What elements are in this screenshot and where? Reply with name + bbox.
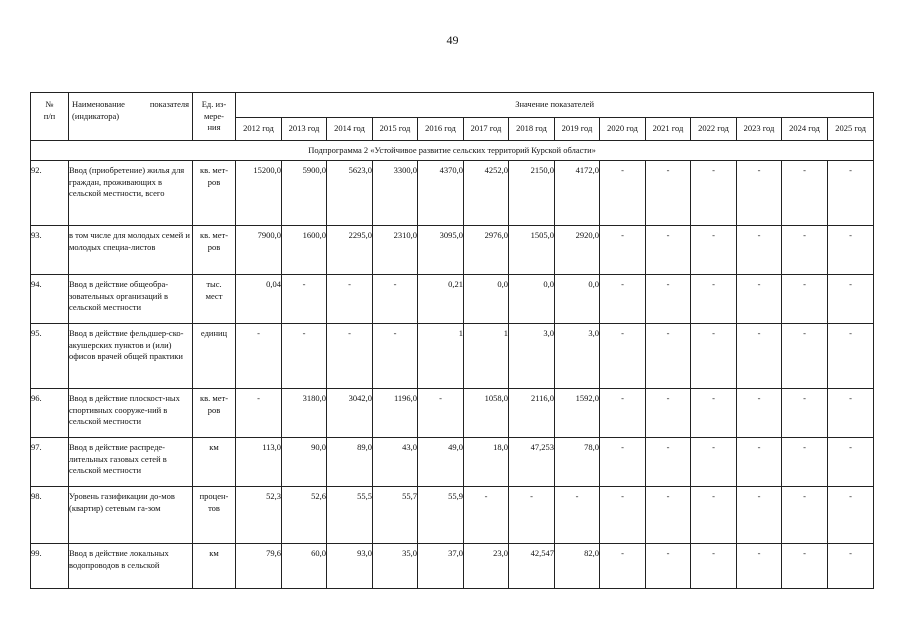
header-year: 2022 год — [691, 118, 737, 141]
value-cell: - — [282, 275, 327, 324]
row-number: 96. — [31, 389, 69, 438]
value-cell: - — [646, 487, 691, 544]
value-cell: 3300,0 — [373, 161, 418, 226]
indicator-name: Ввод в действие распреде-лительных газовых сетей в сельской местности — [69, 438, 193, 487]
indicator-name: Ввод в действие плоскост-ных спортивных сооруже-ний в сельской местности — [69, 389, 193, 438]
value-cell: 2295,0 — [327, 226, 373, 275]
value-cell: - — [236, 324, 282, 389]
value-cell: - — [600, 389, 646, 438]
value-cell: - — [373, 275, 418, 324]
row-number: 93. — [31, 226, 69, 275]
unit-cell: кв. мет- ров — [193, 389, 236, 438]
table-row — [31, 324, 874, 389]
value-cell: - — [737, 324, 782, 389]
value-cell: - — [691, 389, 737, 438]
table-row — [31, 544, 874, 589]
table-row — [31, 389, 874, 438]
value-cell: 18,0 — [464, 438, 509, 487]
value-cell: - — [782, 389, 828, 438]
indicator-name: Ввод в действие фельдшер-ско-акушерских пунктов и (или) офисов врачей общей практики — [69, 324, 193, 389]
header-year: 2025 год — [828, 118, 874, 141]
value-cell: - — [327, 275, 373, 324]
unit-cell: кв. мет- ров — [193, 161, 236, 226]
unit-cell: процен- тов — [193, 487, 236, 544]
value-cell: 79,6 — [236, 544, 282, 589]
value-cell: - — [236, 389, 282, 438]
value-cell: 43,0 — [373, 438, 418, 487]
subprogram-row — [31, 141, 874, 161]
value-cell: 2976,0 — [464, 226, 509, 275]
row-number: 99. — [31, 544, 69, 589]
indicators-table — [30, 92, 874, 589]
value-cell: - — [828, 275, 874, 324]
value-cell: - — [600, 161, 646, 226]
value-cell: 3,0 — [509, 324, 555, 389]
value-cell: - — [782, 324, 828, 389]
value-cell: - — [782, 438, 828, 487]
value-cell: 5623,0 — [327, 161, 373, 226]
value-cell: - — [282, 324, 327, 389]
value-cell: 89,0 — [327, 438, 373, 487]
value-cell: 35,0 — [373, 544, 418, 589]
indicator-name: в том числе для молодых семей и молодых специа-листов — [69, 226, 193, 275]
value-cell: - — [828, 226, 874, 275]
header-unit: Ед. из- мере- ния — [193, 93, 236, 141]
unit-cell: тыс. мест — [193, 275, 236, 324]
value-cell: - — [646, 544, 691, 589]
header-year: 2016 год — [418, 118, 464, 141]
value-cell: 3,0 — [555, 324, 600, 389]
value-cell: - — [828, 544, 874, 589]
value-cell: - — [782, 161, 828, 226]
value-cell: - — [828, 324, 874, 389]
value-cell: - — [509, 487, 555, 544]
value-cell: 52,3 — [236, 487, 282, 544]
header-row — [31, 93, 874, 118]
value-cell: - — [737, 226, 782, 275]
value-cell: - — [600, 226, 646, 275]
value-cell: - — [737, 544, 782, 589]
header-year: 2013 год — [282, 118, 327, 141]
subprogram-title: Подпрограмма 2 «Устойчивое развитие сельских территорий Курской области» — [31, 141, 874, 161]
value-cell: 0,04 — [236, 275, 282, 324]
value-cell: - — [691, 438, 737, 487]
row-number: 97. — [31, 438, 69, 487]
table-row — [31, 438, 874, 487]
value-cell: - — [327, 324, 373, 389]
page-number: 49 — [446, 33, 459, 47]
value-cell: - — [600, 438, 646, 487]
header-year: 2014 год — [327, 118, 373, 141]
value-cell: 82,0 — [555, 544, 600, 589]
value-cell: 4370,0 — [418, 161, 464, 226]
header-year: 2015 год — [373, 118, 418, 141]
row-number: 94. — [31, 275, 69, 324]
value-cell: - — [737, 487, 782, 544]
table-row — [31, 275, 874, 324]
value-cell: 15200,0 — [236, 161, 282, 226]
value-cell: - — [828, 389, 874, 438]
value-cell: - — [691, 226, 737, 275]
value-cell: - — [600, 275, 646, 324]
value-cell: 52,6 — [282, 487, 327, 544]
value-cell: - — [646, 161, 691, 226]
header-year: 2012 год — [236, 118, 282, 141]
unit-cell: кв. мет- ров — [193, 226, 236, 275]
value-cell: 5900,0 — [282, 161, 327, 226]
value-cell: 42,547 — [509, 544, 555, 589]
table-row — [31, 161, 874, 226]
value-cell: 60,0 — [282, 544, 327, 589]
value-cell: - — [691, 161, 737, 226]
value-cell: - — [600, 544, 646, 589]
value-cell: 1592,0 — [555, 389, 600, 438]
value-cell: - — [600, 324, 646, 389]
value-cell: 78,0 — [555, 438, 600, 487]
value-cell: - — [646, 438, 691, 487]
value-cell: - — [646, 389, 691, 438]
value-cell: - — [737, 438, 782, 487]
value-cell: 7900,0 — [236, 226, 282, 275]
value-cell: - — [737, 275, 782, 324]
value-cell: 47,253 — [509, 438, 555, 487]
row-number: 95. — [31, 324, 69, 389]
header-name: Наименование показателя (индикатора) — [69, 93, 193, 141]
header-year: 2023 год — [737, 118, 782, 141]
value-cell: - — [782, 487, 828, 544]
value-cell: 0,0 — [464, 275, 509, 324]
value-cell: 1058,0 — [464, 389, 509, 438]
value-cell: 1 — [464, 324, 509, 389]
value-cell: - — [828, 438, 874, 487]
header-year: 2019 год — [555, 118, 600, 141]
header-year: 2020 год — [600, 118, 646, 141]
unit-cell: км — [193, 438, 236, 487]
value-cell: - — [646, 324, 691, 389]
value-cell: 37,0 — [418, 544, 464, 589]
value-cell: - — [828, 487, 874, 544]
value-cell: - — [691, 275, 737, 324]
value-cell: 113,0 — [236, 438, 282, 487]
value-cell: - — [782, 544, 828, 589]
value-cell: 55,9 — [418, 487, 464, 544]
row-number: 92. — [31, 161, 69, 226]
value-cell: 1505,0 — [509, 226, 555, 275]
value-cell: - — [782, 275, 828, 324]
table-row — [31, 487, 874, 544]
value-cell: 4172,0 — [555, 161, 600, 226]
value-cell: 1 — [418, 324, 464, 389]
value-cell: 3180,0 — [282, 389, 327, 438]
value-cell: 4252,0 — [464, 161, 509, 226]
value-cell: 2310,0 — [373, 226, 418, 275]
header-year: 2021 год — [646, 118, 691, 141]
value-cell: - — [464, 487, 509, 544]
value-cell: - — [828, 161, 874, 226]
header-values-group: Значение показателей — [236, 93, 874, 118]
indicator-name: Ввод в действие локальных водопроводов в сельской — [69, 544, 193, 589]
indicator-name: Ввод (приобретение) жилья для граждан, проживающих в сельской местности, всего — [69, 161, 193, 226]
unit-cell: км — [193, 544, 236, 589]
value-cell: 2150,0 — [509, 161, 555, 226]
value-cell: - — [737, 161, 782, 226]
value-cell: - — [691, 324, 737, 389]
header-year: 2024 год — [782, 118, 828, 141]
indicator-name: Уровень газификации до-мов (квартир) сетевым га-зом — [69, 487, 193, 544]
value-cell: 3095,0 — [418, 226, 464, 275]
value-cell: - — [691, 544, 737, 589]
row-number: 98. — [31, 487, 69, 544]
value-cell: 0,21 — [418, 275, 464, 324]
value-cell: - — [418, 389, 464, 438]
value-cell: 49,0 — [418, 438, 464, 487]
header-year: 2018 год — [509, 118, 555, 141]
value-cell: 1600,0 — [282, 226, 327, 275]
value-cell: - — [691, 487, 737, 544]
value-cell: 55,7 — [373, 487, 418, 544]
value-cell: 93,0 — [327, 544, 373, 589]
value-cell: 1196,0 — [373, 389, 418, 438]
unit-cell: единиц — [193, 324, 236, 389]
value-cell: 2116,0 — [509, 389, 555, 438]
value-cell: 2920,0 — [555, 226, 600, 275]
value-cell: - — [737, 389, 782, 438]
value-cell: - — [373, 324, 418, 389]
value-cell: 55,5 — [327, 487, 373, 544]
value-cell: - — [782, 226, 828, 275]
value-cell: - — [646, 275, 691, 324]
header-year: 2017 год — [464, 118, 509, 141]
table-row — [31, 226, 874, 275]
value-cell: 23,0 — [464, 544, 509, 589]
value-cell: - — [600, 487, 646, 544]
value-cell: 90,0 — [282, 438, 327, 487]
value-cell: 3042,0 — [327, 389, 373, 438]
header-num: № п/п — [31, 93, 69, 141]
indicator-name: Ввод в действие общеобра-зовательных организаций в сельской местности — [69, 275, 193, 324]
value-cell: 0,0 — [509, 275, 555, 324]
value-cell: - — [646, 226, 691, 275]
value-cell: - — [555, 487, 600, 544]
value-cell: 0,0 — [555, 275, 600, 324]
